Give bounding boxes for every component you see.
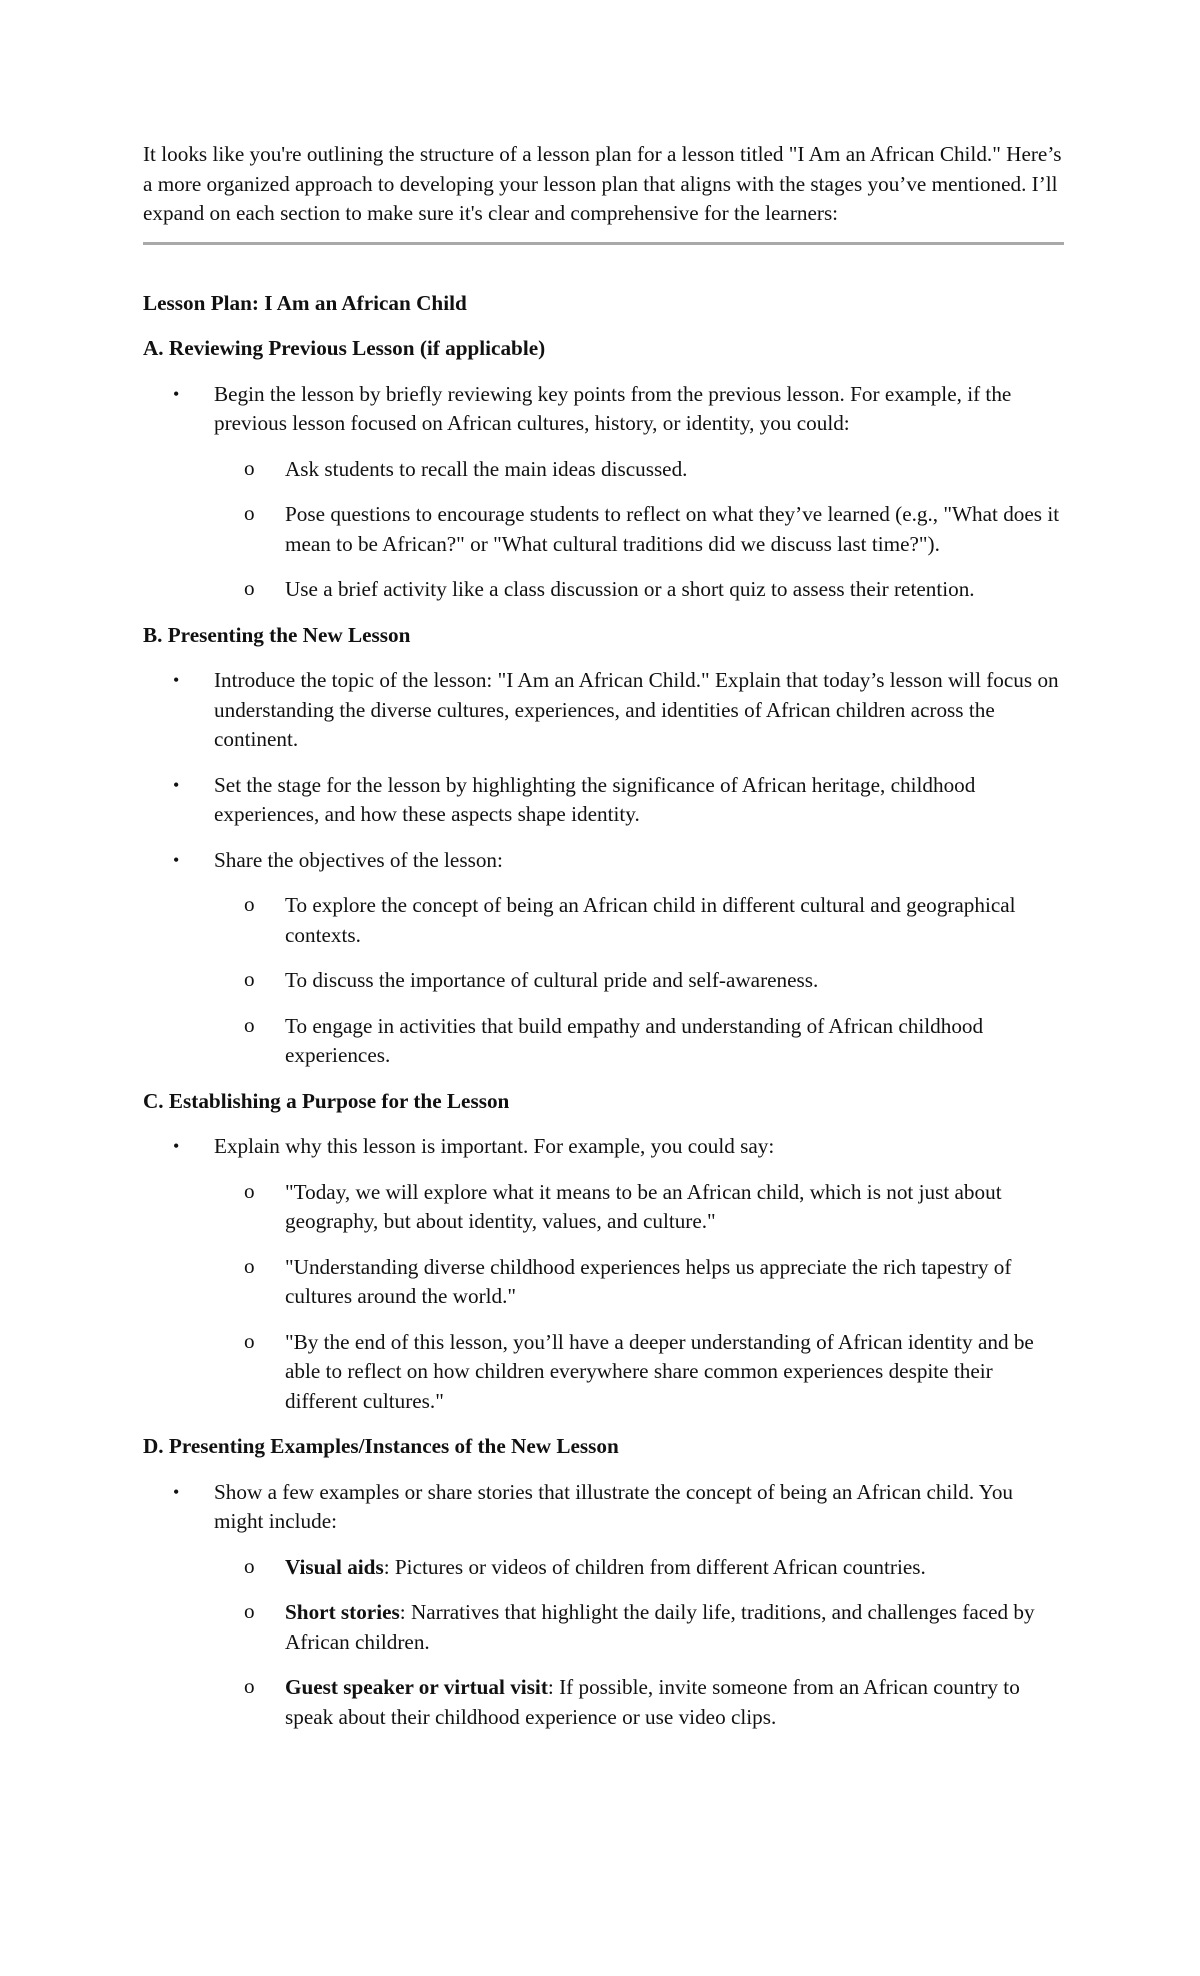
sub-bullet-text: "Understanding diverse childhood experiences helps us appreciate the rich tapestry of cultures around the world." (285, 1254, 1012, 1308)
sub-bullet-term: Guest speaker or virtual visit (285, 1675, 548, 1699)
sub-bullet-text: : Narratives that highlight the daily life, traditions, and challenges faced by African children. (285, 1600, 1035, 1654)
bullet-text: Show a few examples or share stories that illustrate the concept of being an African child. You might include: (214, 1479, 1014, 1533)
sub-bullet-list (214, 1178, 1064, 1417)
sub-bullet-item (214, 1598, 1064, 1657)
sub-bullet-marker-icon: o (244, 576, 255, 600)
lesson-plan-title: Lesson Plan: I Am an African Child (143, 290, 467, 315)
sub-bullet-item (214, 1553, 1064, 1583)
bullet-list (143, 380, 1064, 605)
intro-paragraph: It looks like you're outlining the structure of a lesson plan for a lesson titled "I Am an African Child." Here’s a more organized approach to developing your lesson plan that aligns with the stages you’ve mentioned. I’ll expand on each section to make sure it's clear and comprehensive for the learners: (143, 142, 1062, 225)
bullet-item (143, 666, 1064, 755)
section-heading: D. Presenting Examples/Instances of the New Lesson (143, 1434, 619, 1458)
sub-bullet-marker-icon: o (244, 1674, 255, 1698)
sub-bullet-item (214, 1178, 1064, 1237)
sub-bullet-marker-icon: o (244, 1553, 255, 1578)
horizontal-rule (143, 242, 1064, 245)
sub-bullet-text: Pose questions to encourage students to reflect on what they’ve learned (e.g., "What does it mean to be African?" or "What cultural traditions did we discuss last time?"). (285, 502, 1060, 556)
bullet-text: Introduce the topic of the lesson: "I Am an African Child." Explain that today’s lesson will focus on understanding the diverse cultures, experiences, and identities of African children across the continent. (214, 668, 1059, 751)
bullet-item (143, 1478, 1064, 1733)
bullet-marker-icon: • (173, 670, 180, 690)
bullet-item (143, 771, 1064, 830)
bullet-text: Set the stage for the lesson by highlighting the significance of African heritage, childhood experiences, and how these aspects shape identity. (214, 772, 976, 826)
sub-bullet-marker-icon: o (244, 892, 255, 916)
sub-bullet-marker-icon: o (244, 1599, 255, 1623)
sub-bullet-marker-icon: o (244, 501, 255, 525)
section-heading: C. Establishing a Purpose for the Lesson (143, 1088, 510, 1113)
sub-bullet-item (214, 1012, 1064, 1071)
bullet-text: Explain why this lesson is important. For example, you could say: (214, 1134, 775, 1158)
bullet-item (143, 380, 1064, 605)
sub-bullet-marker-icon: o (244, 1178, 255, 1203)
sub-bullet-marker-icon: o (244, 1328, 255, 1353)
sub-bullet-text: : Pictures or videos of children from different African countries. (383, 1554, 926, 1579)
bullet-marker-icon: • (173, 1136, 180, 1156)
section-heading: A. Reviewing Previous Lesson (if applicable) (143, 336, 546, 360)
sub-bullet-list (214, 1553, 1064, 1733)
sub-bullet-item (214, 966, 1064, 996)
sub-bullet-text: Ask students to recall the main ideas discussed. (285, 456, 688, 481)
sub-bullet-text: To engage in activities that build empathy and understanding of African childhood experiences. (285, 1013, 984, 1067)
sub-bullet-marker-icon: o (244, 1253, 255, 1278)
sub-bullet-marker-icon: o (244, 967, 255, 991)
sub-bullet-item (214, 575, 1064, 605)
sub-bullet-item (214, 500, 1064, 559)
document-page (143, 140, 1064, 1732)
lesson-sections (143, 334, 1064, 1732)
sub-bullet-term: Short stories (285, 1600, 400, 1624)
sub-bullet-list (214, 455, 1064, 605)
sub-bullet-item (214, 891, 1064, 950)
bullet-marker-icon: • (173, 1481, 180, 1502)
sub-bullet-item (214, 1673, 1064, 1732)
bullet-text: Begin the lesson by briefly reviewing key points from the previous lesson. For example, if the previous lesson focused on African cultures, history, or identity, you could: (214, 381, 1012, 435)
bullet-item (143, 1132, 1064, 1416)
sub-bullet-item (214, 1328, 1064, 1417)
bullet-list (143, 666, 1064, 1071)
sub-bullet-item (214, 1253, 1064, 1312)
bullet-marker-icon: • (173, 849, 180, 870)
sub-bullet-list (214, 891, 1064, 1071)
sub-bullet-text: Use a brief activity like a class discussion or a short quiz to assess their retention. (285, 577, 975, 601)
sub-bullet-marker-icon: o (244, 1012, 255, 1037)
bullet-item (143, 846, 1064, 1071)
sub-bullet-text: : If possible, invite someone from an African country to speak about their childhood experience or use video clips. (285, 1675, 1020, 1729)
sub-bullet-marker-icon: o (244, 455, 255, 480)
sub-bullet-text: To explore the concept of being an African child in different cultural and geographical contexts. (285, 893, 1016, 947)
bullet-marker-icon: • (173, 774, 180, 795)
sub-bullet-text: "Today, we will explore what it means to be an African child, which is not just about geography, but about identity, values, and culture." (285, 1179, 1002, 1233)
sub-bullet-text: To discuss the importance of cultural pride and self-awareness. (285, 968, 819, 992)
bullet-list (143, 1478, 1064, 1733)
bullet-list (143, 1132, 1064, 1416)
bullet-text: Share the objectives of the lesson: (214, 847, 503, 872)
section-heading: B. Presenting the New Lesson (143, 622, 411, 647)
sub-bullet-item (214, 455, 1064, 485)
sub-bullet-term: Visual aids (285, 1554, 384, 1579)
sub-bullet-text: "By the end of this lesson, you’ll have a deeper understanding of African identity and be able to reflect on how children everywhere share common experiences despite their different cultures." (285, 1329, 1034, 1413)
bullet-marker-icon: • (173, 383, 180, 404)
